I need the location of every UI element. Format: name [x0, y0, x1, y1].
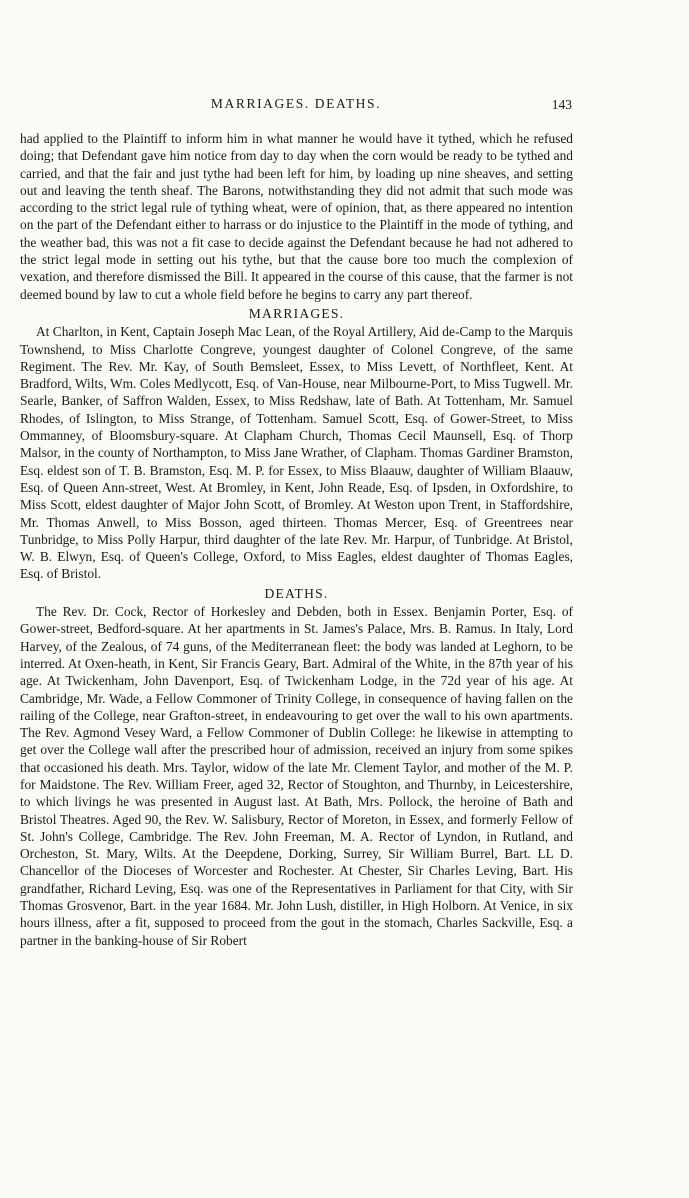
- deaths-heading: DEATHS.: [264, 585, 329, 601]
- deaths-paragraph: The Rev. Dr. Cock, Rector of Horkesley and Debden, both in Essex. Benjamin Porter, Esq. of Gower-street, Bedford-square. At her apartments in St. James's Palace, Mrs. B. Ramus. In Italy, Lord Harvey, of the Zealous, of 74 guns, of the Mediterranean fleet: the body was landed at Leghorn, to be interred. At Oxen-heath, in Kent, Sir Francis Geary, Bart. Admiral of the White, in the 87th year of his age. At Twickenham, John Davenport, Esq. of Twickenham Lodge, in the 72d year of his age. At Cambridge, Mr. Wade, a Fellow Commoner of Trinity College, in consequence of having fallen on the railing of the College, near Grafton-street, in endeavouring to get over the wall to his own apartments. The Rev. Agmond Vesey Ward, a Fellow Commoner of Dublin College: he likewise in attempting to get over the College wall after the prescribed hour of admission, received an injury from some spikes that occasioned his death. Mrs. Taylor, widow of the late Mr. Clement Taylor, and mother of the M. P. for Maidstone. The Rev. William Freer, aged 32, Rector of Stoughton, and Thurnby, in Leicestershire, to which livings he was presented in August last. At Bath, Mrs. Pollock, the heroine of Bath and Bristol Theatres. Aged 90, the Rev. W. Salisbury, Rector of Moreton, in Essex, and formerly Fellow of St. John's College, Cambridge. The Rev. John Freeman, M. A. Rector of Lyndon, in Rutland, and Orcheston, St. Mary, Wilts. At the Deepdene, Dorking, Surrey, Sir William Burrel, Bart. LL D. Chancellor of the Dioceses of Worcester and Rochester. At Chester, Sir Charles Leving, Bart. His grandfather, Richard Leving, Esq. was one of the Representatives in Parliament for that City, with Sir Thomas Grosvenor, Bart. in the year 1684. Mr. John Lush, distiller, in High Holborn. At Venice, in six hours illness, after a fit, supposed to proceed from the gout in the stomach, Charles Sackville, Esq. a partner in the banking-house of Sir Robert: [20, 604, 573, 948]
- marriages-heading: MARRIAGES.: [248, 305, 345, 321]
- page-header: [20, 96, 572, 116]
- page-body: [20, 130, 573, 949]
- marriages-paragraph: At Charlton, in Kent, Captain Joseph Mac Lean, of the Royal Artillery, Aid de-Camp to the Marquis Townshend, to Miss Charlotte Congreve, youngest daughter of Colonel Congreve, of the same Regiment. The Rev. Mr. Kay, of South Bemsleet, Essex, to Miss Levett, of Northfleet, Kent. At Bradford, Wilts, Wm. Coles Medlycott, Esq. of Van-House, near Milbourne-Port, to Miss Tugwell. Mr. Searle, Banker, of Saffron Walden, Essex, to Miss Redshaw, late of Bath. At Tottenham, Mr. Samuel Rhodes, of Islington, to Miss Strange, of Tottenham. Samuel Scott, Esq. of Gower-Street, to Miss Ommanney, of Bloomsbury-square. At Clapham Church, Thomas Cecil Maunsell, Esq. of Thorp Malsor, in the county of Northampton, to Miss Jane Wrather, of Clapham. Thomas Gardiner Bramston, Esq. eldest son of T. B. Bramston, Esq. M. P. for Essex, to Miss Blaauw, daughter of William Blaauw, Esq. of Queen Ann-street, West. At Bromley, in Kent, John Reade, Esq. of Ipsden, in Oxfordshire, to Miss Scott, eldest daughter of Major John Scott, of Bromley. At Weston upon Trent, in Staffordshire, Mr. Thomas Anwell, to Miss Bosson, aged thirteen. Thomas Mercer, Esq. of Greentrees near Tunbridge, to Miss Polly Harpur, third daughter of the late Rev. Mr. Harpur, of Tunbridge. At Bristol, W. B. Elwyn, Esq. of Queen's College, Oxford, to Miss Eagles, eldest daughter of Thomas Eagles, Esq. of Bristol.: [20, 324, 573, 582]
- continued-paragraph: had applied to the Plaintiff to inform him in what manner he would have it tythed, which he refused doing; that Defendant gave him notice from day to day when the corn would be ready to be tythed and carried, and that the fair and just tythe had been left for him, by loading up nine sheaves, and setting out and leaving the tenth sheaf. The Barons, notwithstanding they did not admit that such mode was according to the strict legal rule of tything wheat, were of opinion, that, as there appeared no intention on the part of the Defendant either to harrass or do injustice to the Plaintiff in the mode of tything, and the weather bad, this was not a fit case to decide against the Defendant because he had not adhered to the strict legal mode in setting out his tythe, but that the cause bore too much the complexion of vexation, and therefore dismissed the Bill. It appeared in the course of this cause, that the farmer is not deemed bound by law to cut a whole field before he begins to carry any part thereof.: [20, 131, 573, 302]
- page-number: 143: [551, 97, 572, 112]
- running-title: MARRIAGES. DEATHS.: [210, 96, 382, 111]
